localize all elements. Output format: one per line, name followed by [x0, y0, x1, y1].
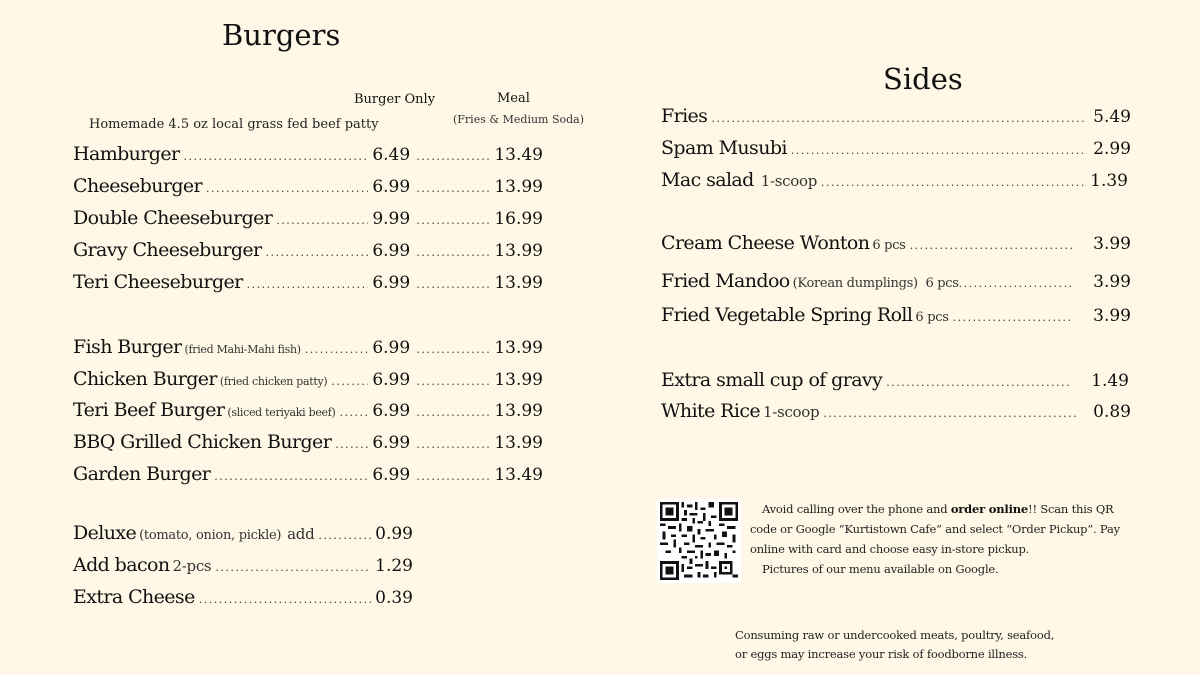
leader-dots: [416, 438, 490, 451]
leader-dots: [416, 343, 490, 356]
item-price: 9.99: [372, 209, 411, 229]
item-price: 6.99: [372, 433, 411, 453]
leader-dots: [305, 343, 369, 356]
leader-dots: [266, 246, 369, 259]
item-price: 6.99: [372, 370, 411, 390]
menu-item: [73, 175, 543, 197]
menu-item: [661, 169, 1128, 191]
leader-dots: [340, 406, 369, 419]
menu-item: [73, 239, 543, 261]
item-description: (Korean dumplings) 6 pcs: [792, 276, 959, 291]
menu-item: [661, 270, 1131, 292]
leader-dots: [416, 470, 490, 483]
item-price: 1.29: [375, 556, 413, 576]
leader-dots: [886, 376, 1071, 389]
item-description: 6 pcs: [872, 238, 906, 253]
sides-title: Sides: [883, 62, 963, 96]
item-price: 0.39: [375, 588, 413, 608]
item-name: Double Cheeseburger: [73, 207, 273, 229]
leader-dots: [416, 150, 490, 163]
item-meal-price: 13.99: [494, 273, 543, 293]
item-name: Fried Mandoo: [661, 270, 790, 292]
menu-item: [73, 143, 543, 165]
online-order-promo: [750, 499, 1140, 579]
item-meal-price: 13.99: [494, 177, 543, 197]
item-price: 5.49: [1093, 107, 1131, 127]
leader-dots: [199, 593, 371, 606]
column-header-meal: Meal: [497, 91, 530, 106]
menu-item: [73, 271, 543, 293]
item-meal-price: 13.99: [494, 338, 543, 358]
item-price: 6.99: [372, 401, 411, 421]
leader-dots: [318, 529, 371, 542]
leader-dots: [416, 182, 490, 195]
leader-dots: [184, 150, 369, 163]
item-price: 6.99: [372, 338, 411, 358]
item-name: Gravy Cheeseburger: [73, 239, 262, 261]
item-name: Mac salad: [661, 169, 754, 191]
leader-dots: [823, 407, 1077, 420]
item-name: Fries: [661, 105, 708, 127]
item-meal-price: 13.99: [494, 370, 543, 390]
leader-dots: [416, 246, 490, 259]
menu-item: [73, 463, 543, 485]
item-price: 0.89: [1093, 402, 1131, 422]
item-meal-price: 13.99: [494, 401, 543, 421]
item-name: Cheeseburger: [73, 175, 203, 197]
item-name: Hamburger: [73, 143, 180, 165]
leader-dots: [215, 561, 371, 574]
item-name: Cream Cheese Wonton: [661, 232, 870, 254]
item-name: Add bacon: [73, 554, 170, 576]
item-price: 1.39: [1090, 171, 1128, 191]
item-name: Teri Cheeseburger: [73, 271, 243, 293]
item-price: 6.99: [372, 465, 411, 485]
burgers-note: Homemade 4.5 oz local grass fed beef patty: [89, 117, 379, 132]
item-description: 1-scoop: [760, 172, 817, 190]
promo-text-pre: Avoid calling over the phone and: [762, 502, 951, 516]
leader-dots: [910, 239, 1073, 252]
menu-item: [661, 400, 1131, 422]
item-name: Extra small cup of gravy: [661, 369, 883, 391]
leader-dots: [416, 406, 490, 419]
item-price: 3.99: [1093, 306, 1131, 326]
item-price: 0.99: [375, 524, 413, 544]
menu-item: [73, 368, 543, 390]
item-meal-price: 13.99: [494, 433, 543, 453]
item-price: 3.99: [1093, 272, 1131, 292]
item-description: (fried Mahi-Mahi fish): [184, 343, 301, 356]
menu-item: [661, 304, 1131, 326]
leader-dots: [711, 112, 1087, 125]
leader-dots: [416, 375, 490, 388]
item-price: 2.99: [1093, 139, 1131, 159]
item-description: 2-pcs: [172, 557, 212, 575]
promo-text-bold: order online: [950, 502, 1029, 516]
food-safety-disclaimer: Consuming raw or undercooked meats, poultry, seafood, or eggs may increase your risk of foodborne illness.: [735, 628, 1055, 661]
item-meal-price: 13.49: [494, 145, 543, 165]
menu-item: [73, 207, 543, 229]
promo-pictures-note: Pictures of our menu available on Google.: [762, 562, 999, 576]
menu-item: [73, 431, 543, 453]
leader-dots: [331, 375, 368, 388]
qr-code-icon: [660, 502, 738, 580]
leader-dots: [206, 182, 368, 195]
leader-dots: [959, 277, 1073, 290]
leader-dots: [953, 311, 1073, 324]
item-description: (fried chicken patty): [219, 375, 328, 388]
item-price: 6.99: [372, 177, 411, 197]
order-qr-code[interactable]: [657, 499, 741, 583]
menu-item: [661, 137, 1131, 159]
item-description: 6 pcs: [915, 310, 949, 325]
leader-dots: [247, 278, 369, 291]
item-price: 3.99: [1093, 234, 1131, 254]
item-description-add: add: [287, 525, 315, 543]
item-name: Extra Cheese: [73, 586, 195, 608]
leader-dots: [416, 278, 490, 291]
menu-item: [661, 232, 1131, 254]
addon-item: [73, 522, 413, 544]
menu-item: [661, 105, 1131, 127]
menu-item: [73, 336, 543, 358]
leader-dots: [821, 176, 1084, 189]
item-meal-price: 13.99: [494, 241, 543, 261]
column-header-meal-subtitle: (Fries & Medium Soda): [453, 113, 585, 126]
item-name: White Rice: [661, 400, 761, 422]
item-price: 6.49: [372, 145, 411, 165]
item-price: 1.49: [1091, 371, 1129, 391]
leader-dots: [416, 214, 490, 227]
menu-item: [73, 399, 543, 421]
item-meal-price: 16.99: [494, 209, 543, 229]
item-name: Spam Musubi: [661, 137, 787, 159]
column-header-burger-only: Burger Only: [354, 92, 436, 107]
item-name: Fried Vegetable Spring Roll: [661, 304, 913, 326]
item-name: Chicken Burger: [73, 368, 217, 390]
item-name: BBQ Grilled Chicken Burger: [73, 431, 332, 453]
item-name: Teri Beef Burger: [73, 399, 225, 421]
item-price: 6.99: [372, 273, 411, 293]
item-name: Garden Burger: [73, 463, 211, 485]
promo-text-post: !! Scan this QR code or Google “Kurtistown Cafe” and select “Order Pickup”. Pay online with card and choose easy in-store pickup.: [750, 502, 1120, 556]
leader-dots: [791, 144, 1087, 157]
item-description: (sliced teriyaki beef): [227, 406, 336, 419]
item-name: Fish Burger: [73, 336, 182, 358]
item-meal-price: 13.49: [494, 465, 543, 485]
leader-dots: [335, 438, 368, 451]
addon-item: [73, 586, 413, 608]
leader-dots: [276, 214, 368, 227]
addon-item: [73, 554, 413, 576]
leader-dots: [214, 470, 368, 483]
menu-item: [661, 369, 1129, 391]
item-description: 1-scoop: [763, 403, 820, 421]
burgers-title: Burgers: [222, 18, 341, 52]
item-description: (tomato, onion, pickle): [139, 528, 282, 543]
item-name: Deluxe: [73, 522, 137, 544]
item-price: 6.99: [372, 241, 411, 261]
